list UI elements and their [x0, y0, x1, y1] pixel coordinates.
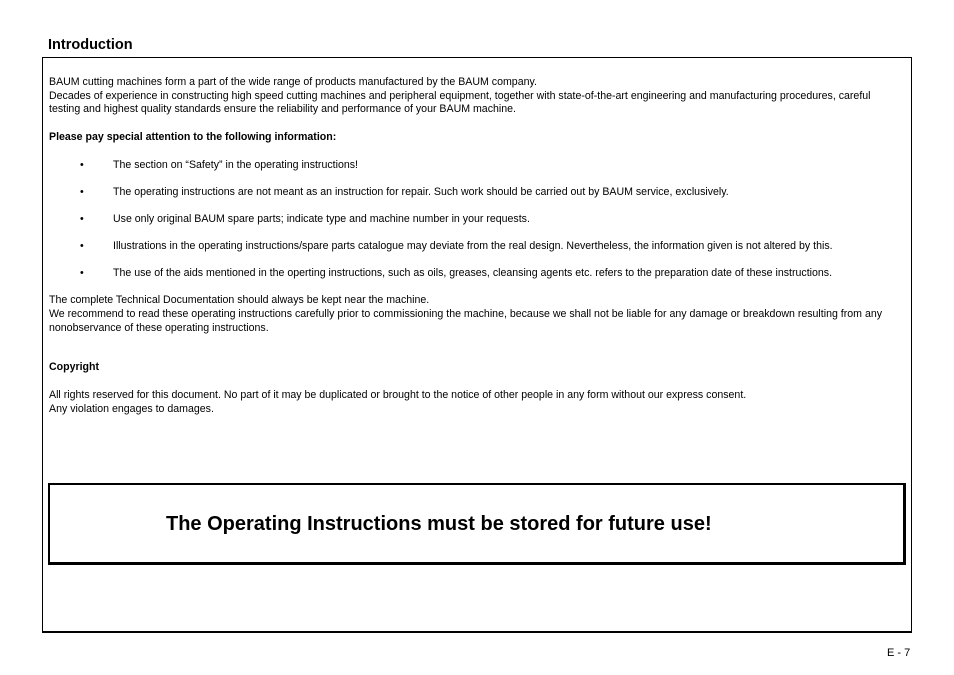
copyright-line: All rights reserved for this document. No part of it may be duplicated or brought to the notice of other people in any form without our express consent. — [49, 389, 747, 402]
content-body — [49, 76, 901, 417]
notice-box — [48, 483, 906, 565]
list-item-text: Illustrations in the operating instructions/spare parts catalogue may deviate from the real design. Nevertheless, the information given is not altered by this. — [113, 240, 833, 253]
copyright-line: Any violation engages to damages. — [49, 402, 214, 415]
docs-line: We recommend to read these operating instructions carefully prior to commissioning the machine, because we shall not be liable for any damage or breakdown resulting from any nonobservance of these operating instructions. — [49, 307, 883, 334]
bullet-icon: • — [80, 267, 84, 280]
copyright-paragraph — [49, 389, 901, 416]
list-item — [49, 186, 901, 200]
page-number: E - 7 — [887, 647, 911, 659]
attention-text: Please pay special attention to the following information: — [49, 131, 337, 144]
documentation-paragraph — [49, 294, 901, 335]
list-item-text: The use of the aids mentioned in the operting instructions, such as oils, greases, cleansing agents etc. refers to the preparation date of these instructions. — [113, 267, 833, 280]
list-item — [49, 267, 901, 281]
bullet-icon: • — [80, 185, 84, 198]
intro-line: BAUM cutting machines form a part of the wide range of products manufactured by the BAUM company. — [49, 76, 537, 88]
copyright-heading: Copyright — [49, 361, 100, 374]
intro-line: Decades of experience in constructing high speed cutting machines and peripheral equipment, together with state-of-the-art engineering and manufacturing procedures, careful testing and highest quality standards ensure the reliability and performance of your BAUM machine. — [49, 89, 871, 116]
info-list — [49, 159, 901, 281]
bullet-icon: • — [80, 158, 84, 171]
content-frame — [42, 57, 912, 633]
list-item-text: Use only original BAUM spare parts; indicate type and machine number in your requests. — [113, 213, 530, 225]
list-item-text: The section on “Safety” in the operating instructions! — [113, 158, 358, 171]
section-heading: Introduction — [48, 37, 133, 53]
docs-line: The complete Technical Documentation should always be kept near the machine. — [49, 294, 430, 307]
intro-paragraph — [49, 76, 901, 117]
list-item-text: The operating instructions are not meant as an instruction for repair. Such work should be carried out by BAUM service, exclusively. — [113, 185, 729, 198]
bullet-icon: • — [80, 213, 84, 225]
list-item — [49, 240, 901, 254]
bullet-icon: • — [80, 240, 84, 253]
list-item — [49, 159, 901, 173]
notice-text: The Operating Instructions must be stored for future use! — [166, 513, 712, 535]
list-item — [49, 213, 901, 227]
